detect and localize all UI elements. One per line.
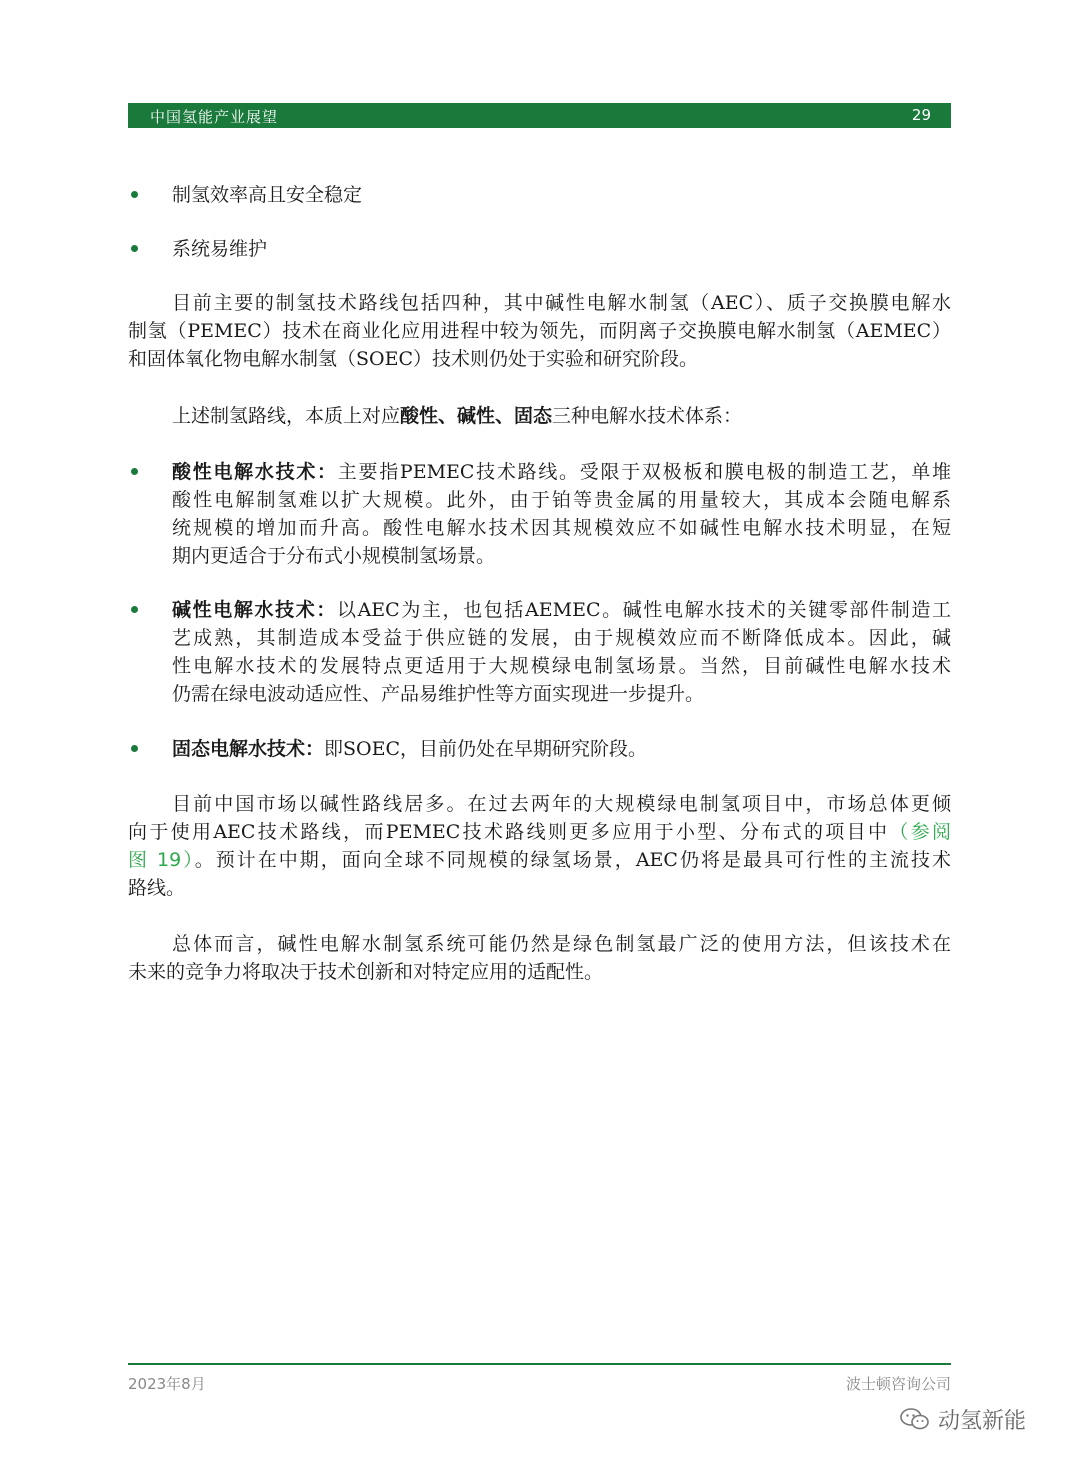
bullet-dot (131, 745, 138, 752)
paragraph-line: 目前主要的制氢技术路线包括四种，其中碱性电解水制氢（AEC）、质子交换膜电解水 (172, 292, 951, 314)
figure-reference-link[interactable]: 图 19） (128, 849, 195, 871)
bullet-title: 固态电解水技术： (172, 738, 325, 760)
bullet-line: 艺成熟，其制造成本受益于供应链的发展，由于规模效应而不断降低成本。因此，碱 (172, 627, 951, 649)
bullet-title: 酸性电解水技术： (172, 461, 338, 483)
bullet-line: 酸性电解制氢难以扩大规模。此外，由于铂等贵金属的用量较大，其成本会随电解系 (172, 489, 951, 511)
figure-reference-link[interactable]: （参阅 (889, 821, 951, 843)
footer-organization: 波士顿咨询公司 (845, 1375, 951, 1393)
bullet-item: 系统易维护 (172, 238, 268, 260)
bullet-item: 制氢效率高且安全稳定 (172, 184, 363, 206)
paragraph-line: 总体而言，碱性电解水制氢系统可能仍然是绿色制氢最广泛的使用方法，但该技术在 (172, 933, 951, 955)
bullet-item-alkaline: 碱性电解水技术：以AEC为主，也包括AEMEC。碱性电解水技术的关键零部件制造工 (172, 599, 951, 621)
paragraph-line: 目前中国市场以碱性路线居多。在过去两年的大规模绿电制氢项目中，市场总体更倾 (172, 793, 951, 815)
paragraph-line: 未来的竞争力将取决于技术创新和对特定应用的适配性。 (128, 961, 604, 983)
bullet-dot (131, 468, 138, 475)
watermark-text: 动氢新能 (938, 1408, 1027, 1434)
footer-divider (128, 1363, 951, 1365)
bullet-dot (131, 606, 138, 613)
bullet-dot (131, 245, 138, 252)
bullet-line: 仍需在绿电波动适应性、产品易维护性等方面实现进一步提升。 (172, 683, 705, 705)
report-title: 中国氢能产业展望 (150, 108, 279, 126)
header-bar (128, 103, 951, 128)
wechat-icon (900, 1407, 930, 1431)
paragraph-line: 图 19）。预计在中期，面向全球不同规模的绿氢场景，AEC仍将是最具可行性的主流技术 (128, 849, 951, 871)
bullet-line: 统规模的增加而升高。酸性电解水技术因其规模效应不如碱性电解水技术明显，在短 (172, 517, 951, 539)
paragraph-line: 上述制氢路线，本质上对应酸性、碱性、固态三种电解水技术体系： (172, 405, 743, 427)
bullet-title: 碱性电解水技术： (172, 599, 337, 621)
paragraph-line: 制氢（PEMEC）技术在商业化应用进程中较为领先，而阴离子交换膜电解水制氢（AEMEC） (128, 320, 951, 342)
footer-date: 2023年8月 (128, 1375, 206, 1393)
bullet-item-solid: 固态电解水技术：即SOEC，目前仍处在早期研究阶段。 (172, 738, 648, 760)
paragraph-line: 和固体氧化物电解水制氢（SOEC）技术则仍处于实验和研究阶段。 (128, 348, 699, 370)
bullet-line: 性电解水技术的发展特点更适用于大规模绿电制氢场景。当然，目前碱性电解水技术 (172, 655, 951, 677)
bullet-dot (131, 191, 138, 198)
highlight-text: 酸性、碱性、固态 (400, 405, 553, 427)
paragraph-line: 向于使用AEC技术路线，而PEMEC技术路线则更多应用于小型、分布式的项目中（参阅 (128, 821, 951, 843)
bullet-item-acid: 酸性电解水技术：主要指PEMEC技术路线。受限于双极板和膜电极的制造工艺，单堆 (172, 461, 951, 483)
watermark (900, 1402, 1026, 1436)
bullet-line: 期内更适合于分布式小规模制氢场景。 (172, 545, 496, 567)
page-number: 29 (911, 106, 931, 124)
paragraph-line: 路线。 (128, 877, 186, 899)
